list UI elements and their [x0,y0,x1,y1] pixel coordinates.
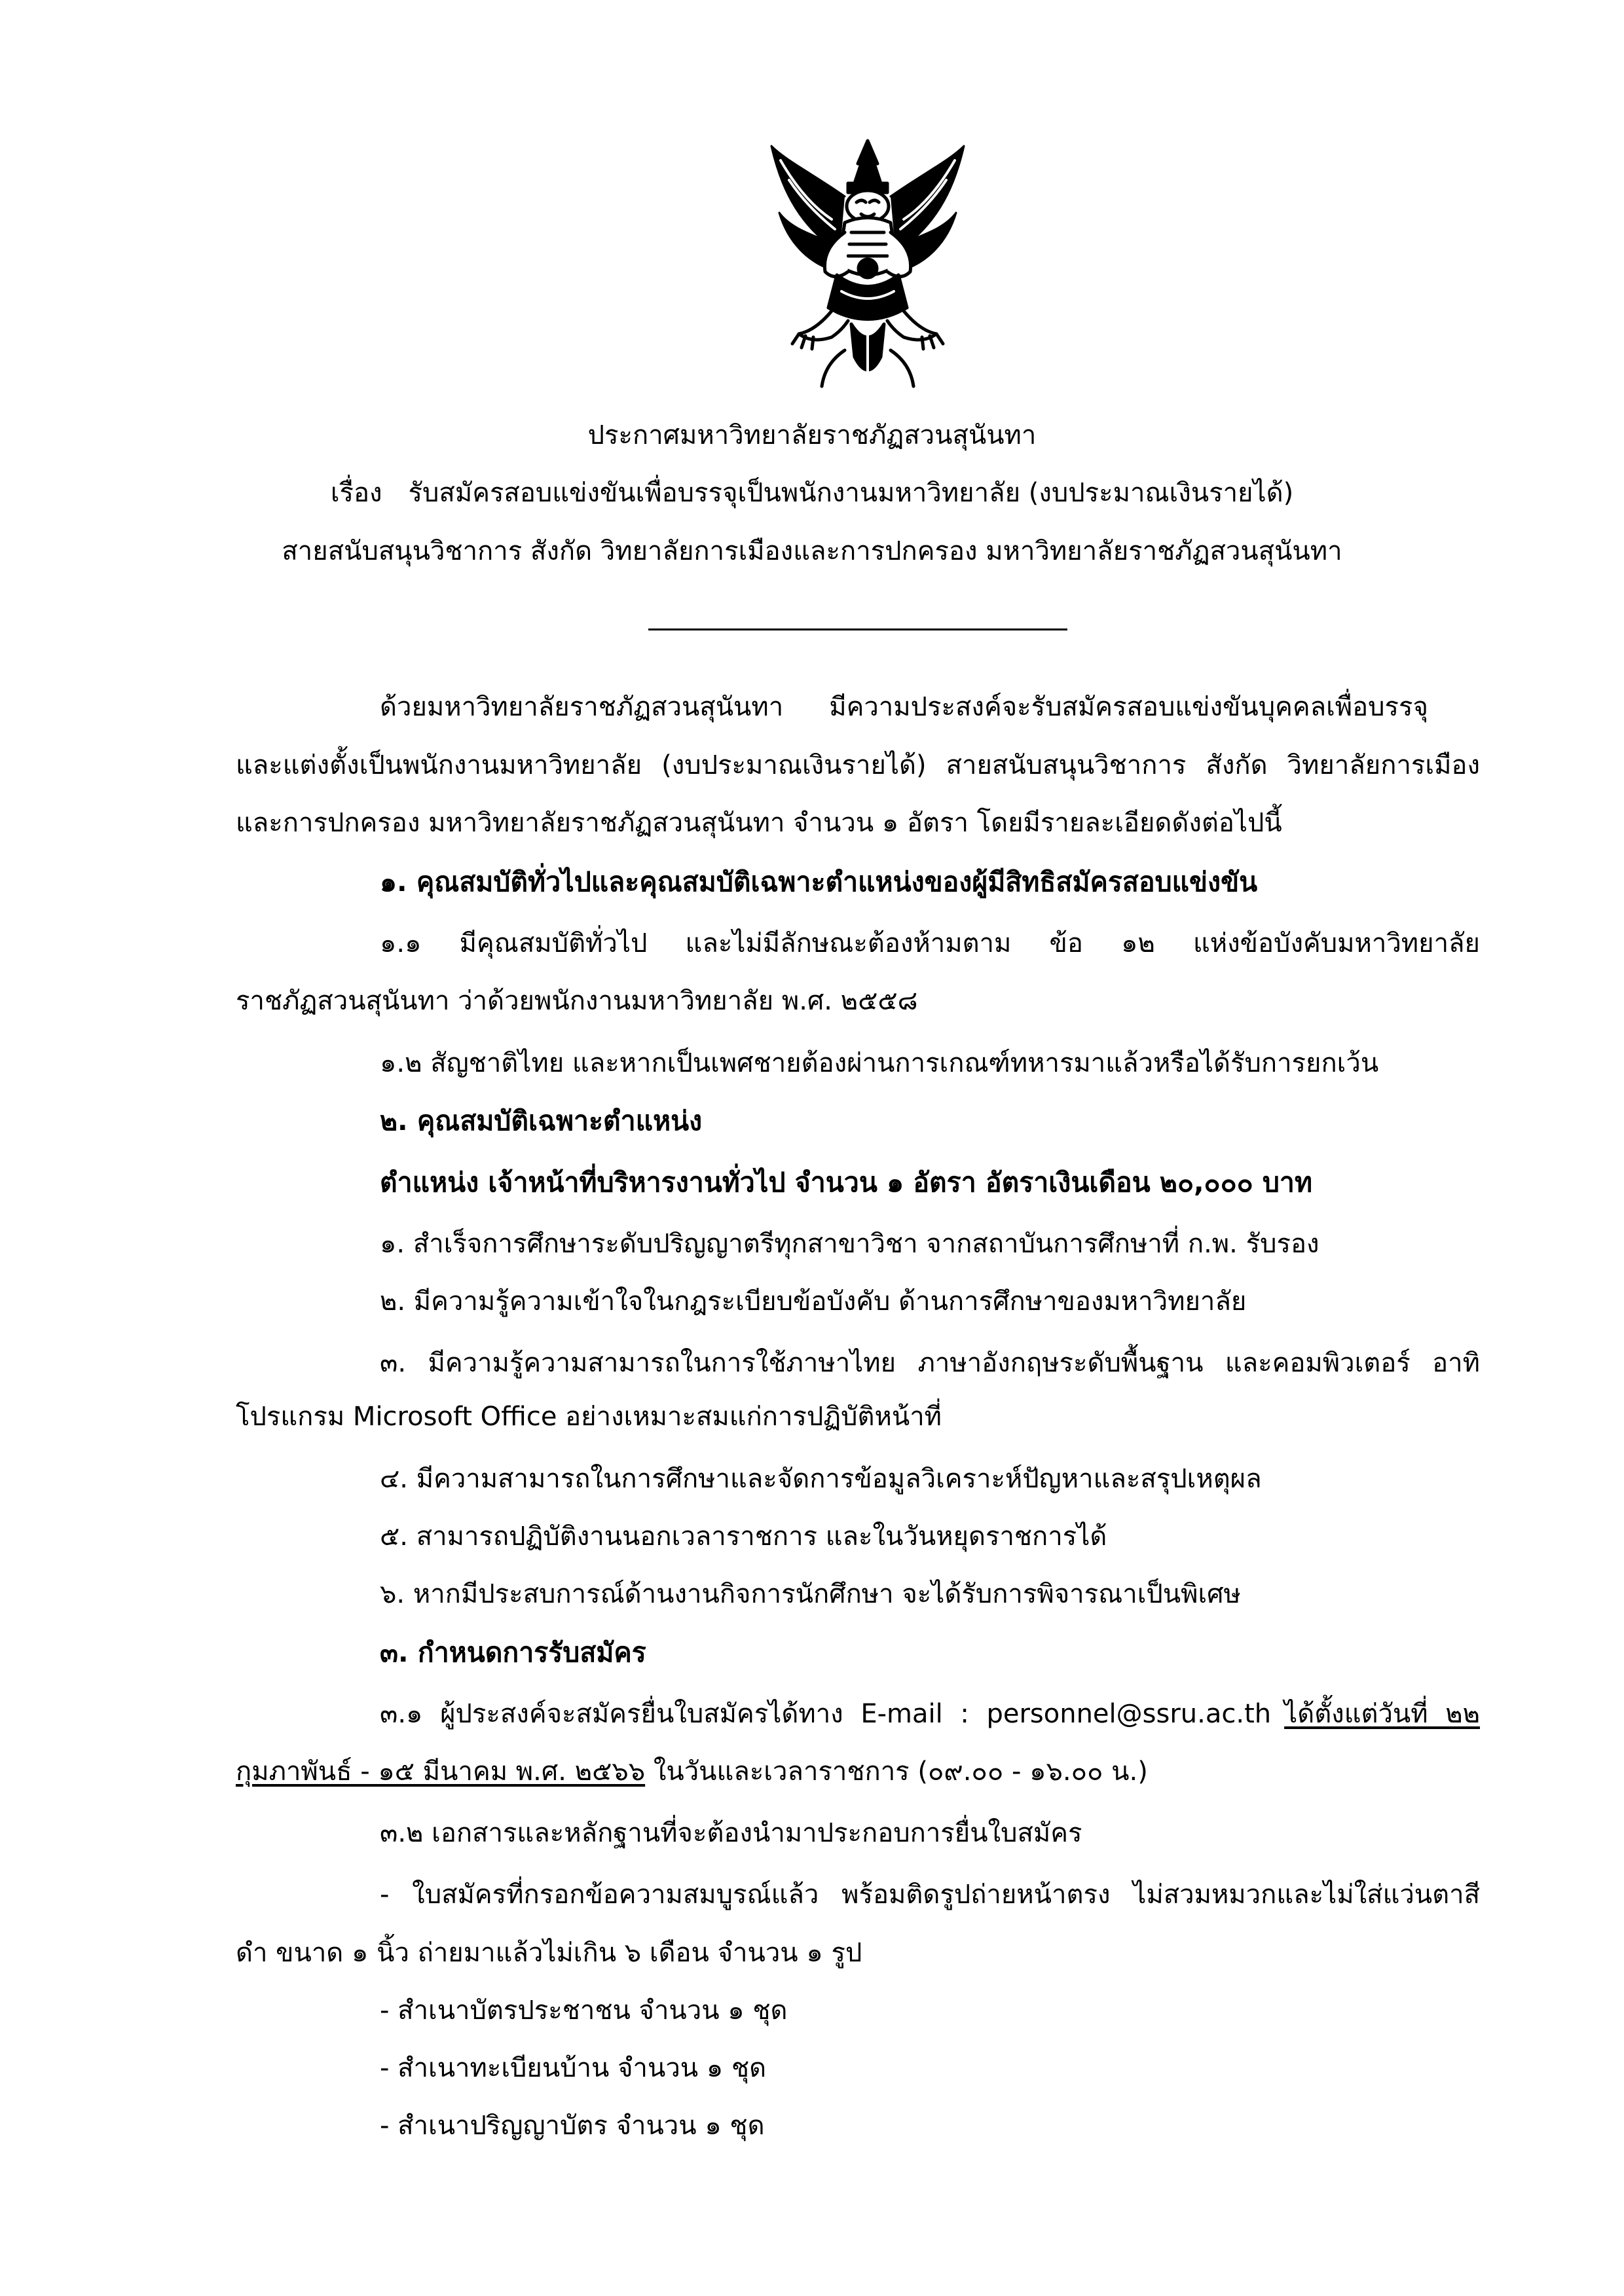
document-2: - สำเนาบัตรประชาชน จำนวน ๑ ชุด [380,1995,788,2026]
section-2-item-1: ๑. สำเร็จการศึกษาระดับปริญญาตรีทุกสาขาวิชา จากสถาบันการศึกษาที่ ก.พ. รับรอง [380,1229,1320,1259]
document-1-line-2: ดำ ขนาด ๑ นิ้ว ถ่ายมาแล้วไม่เกิน ๖ เดือน จำนวน ๑ รูป [236,1938,862,1968]
section-2-item-3-line-1: ๓. มีความรู้ความสามารถในการใช้ภาษาไทย ภาษาอังกฤษระดับพื้นฐาน และคอมพิวเตอร์ อาทิ [380,1348,1480,1378]
application-start-date: ได้ตั้งแต่วันที่ ๒๒ [1284,1699,1481,1729]
position-line: ตำแหน่ง เจ้าหน้าที่บริหารงานทั่วไป จำนวน ๑ อัตรา อัตราเงินเดือน ๒๐,๐๐๐ บาท [380,1167,1312,1198]
document-4: - สำเนาปริญญาบัตร จำนวน ๑ ชุด [380,2111,765,2141]
application-email-text: ๓.๑ ผู้ประสงค์จะสมัครยื่นใบสมัครได้ทาง E-mail : personnel@ssru.ac.th [380,1699,1272,1729]
section-3-item-1-line-1 [380,1694,1480,1734]
intro-line-1 [380,687,1480,727]
garuda-emblem-icon [760,134,976,393]
section-2-item-2: ๒. มีความรู้ความเข้าใจในกฎระเบียบข้อบังคับ ด้านการศึกษาของมหาวิทยาลัย [380,1286,1247,1317]
section-2-item-5: ๕. สามารถปฏิบัติงานนอกเวลาราชการ และในวันหยุดราชการได้ [380,1522,1107,1552]
header-divider [648,629,1067,630]
section-1-heading: ๑. คุณสมบัติทั่วไปและคุณสมบัติเฉพาะตำแหน่งของผู้มีสิทธิสมัครสอบแข่งขัน [380,866,1258,898]
section-1-item-1-line-1: ๑.๑ มีคุณสมบัติทั่วไป และไม่มีลักษณะต้องห้ามตาม ข้อ ๑๒ แห่งข้อบังคับมหาวิทยาลัย [380,928,1480,958]
section-2-item-3-line-2: โปรแกรม Microsoft Office อย่างเหมาะสมแก่การปฏิบัติหน้าที่ [236,1402,942,1432]
intro-line-1-a: ด้วยมหาวิทยาลัยราชภัฏสวนสุนันทา [380,692,784,722]
announcement-title: ประกาศมหาวิทยาลัยราชภัฏสวนสุนันทา [587,420,1037,450]
subject-label: เรื่อง [330,478,382,508]
section-3-item-2: ๓.๒ เอกสารและหลักฐานที่จะต้องนำมาประกอบการยื่นใบสมัคร [380,1818,1082,1848]
section-2-heading: ๒. คุณสมบัติเฉพาะตำแหน่ง [380,1105,703,1137]
intro-line-3: และการปกครอง มหาวิทยาลัยราชภัฏสวนสุนันทา จำนวน ๑ อัตรา โดยมีรายละเอียดดังต่อไปนี้ [236,808,1282,838]
document-1-line-1: - ใบสมัครที่กรอกข้อความสมบูรณ์แล้ว พร้อมติดรูปถ่ายหน้าตรง ไม่สวมหมวกและไม่ใส่แว่นตาสี [380,1880,1480,1910]
section-1-item-2: ๑.๒ สัญชาติไทย และหากเป็นเพศชายต้องผ่านการเกณฑ์ทหารมาแล้วหรือได้รับการยกเว้น [380,1048,1379,1078]
application-end-date: กุมภาพันธ์ - ๑๕ มีนาคม พ.ศ. ๒๕๖๖ [236,1757,646,1787]
section-1-item-1-line-2: ราชภัฏสวนสุนันทา ว่าด้วยพนักงานมหาวิทยาลัย พ.ศ. ๒๕๕๘ [236,986,918,1016]
section-2-item-4: ๔. มีความสามารถในการศึกษาและจัดการข้อมูลวิเคราะห์ปัญหาและสรุปเหตุผล [380,1464,1262,1494]
intro-line-2: และแต่งตั้งเป็นพนักงานมหาวิทยาลัย (งบประมาณเงินรายได้) สายสนับสนุนวิชาการ สังกัด วิทยาลัยการเมือง [236,750,1480,780]
document-3: - สำเนาทะเบียนบ้าน จำนวน ๑ ชุด [380,2053,767,2083]
announcement-subtitle: สายสนับสนุนวิชาการ สังกัด วิทยาลัยการเมืองและการปกครอง มหาวิทยาลัยราชภัฏสวนสุนันทา [282,536,1342,566]
office-hours-text: ในวันและเวลาราชการ (๐๙.๐๐ - ๑๖.๐๐ น.) [653,1757,1148,1787]
section-3-item-1-line-2 [236,1752,1480,1791]
intro-line-1-b: มีความประสงค์จะรับสมัครสอบแข่งขันบุคคลเพื่อบรรจุ [829,692,1428,722]
announcement-subject [0,473,1624,513]
section-3-heading: ๓. กำหนดการรับสมัคร [380,1637,646,1668]
subject-text: รับสมัครสอบแข่งขันเพื่อบรรจุเป็นพนักงานมหาวิทยาลัย (งบประมาณเงินรายได้) [408,478,1294,508]
section-2-item-6: ๖. หากมีประสบการณ์ด้านงานกิจการนักศึกษา จะได้รับการพิจารณาเป็นพิเศษ [380,1579,1241,1609]
